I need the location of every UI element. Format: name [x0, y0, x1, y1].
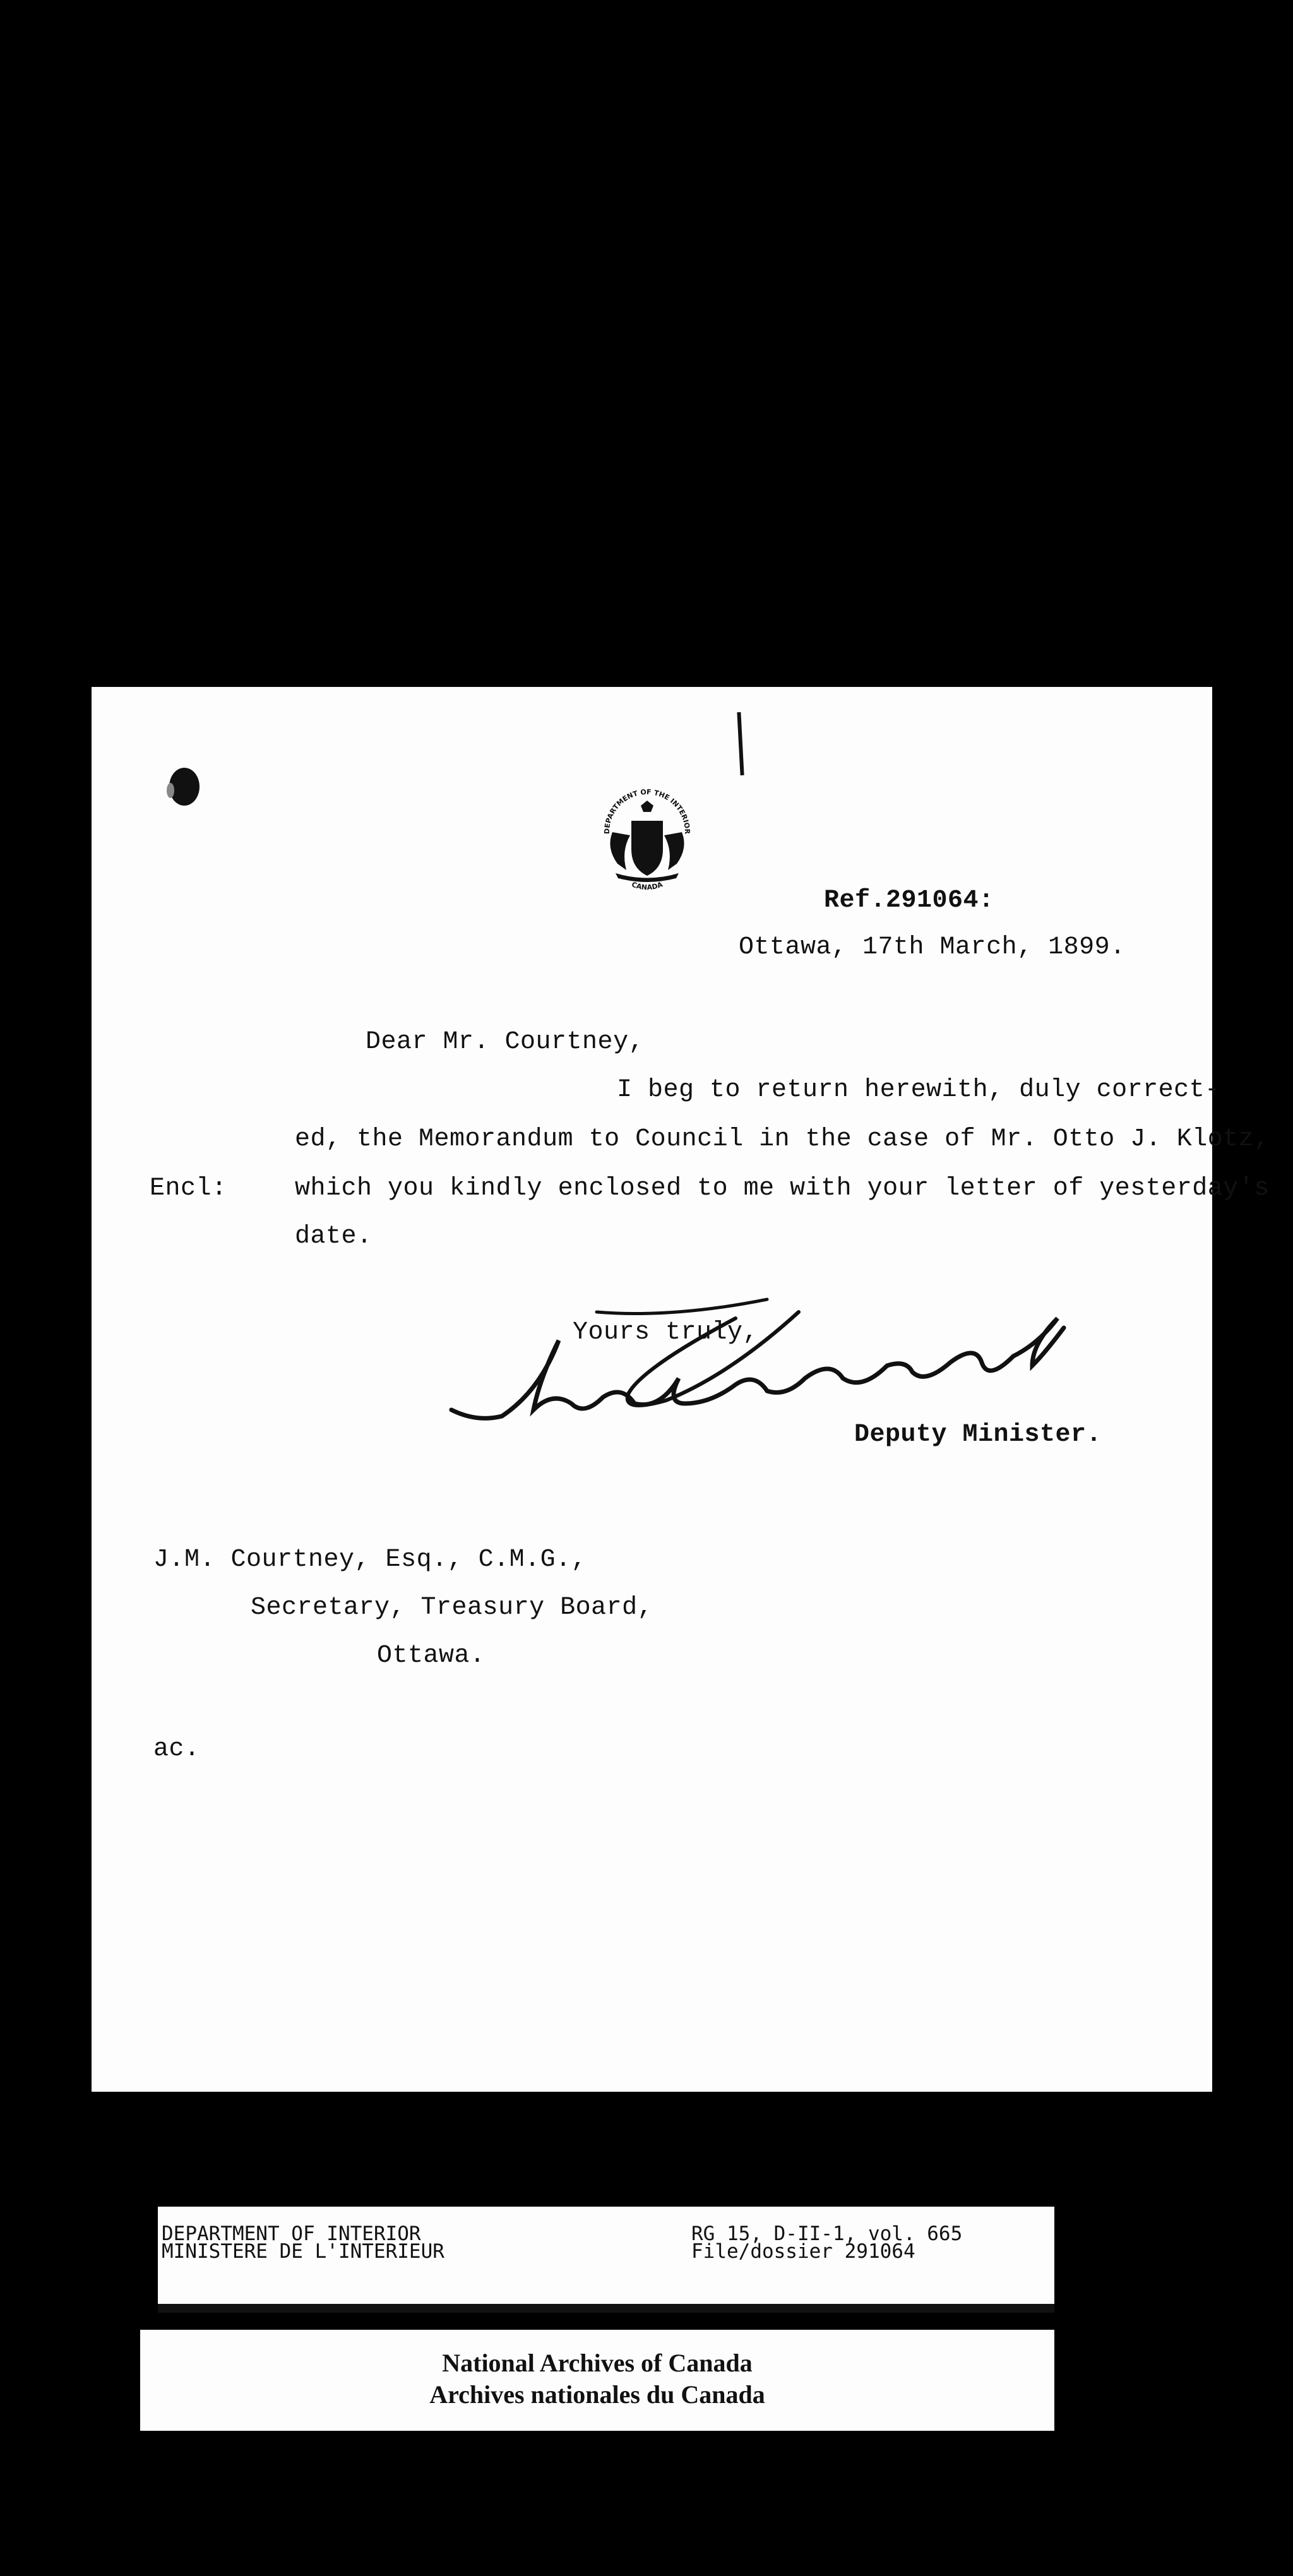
department-seal: [597, 782, 698, 895]
salutation: Dear Mr. Courtney,: [366, 1028, 645, 1056]
place-date: Ottawa, 17th March, 1899.: [739, 933, 1126, 962]
archive-reference-label: [158, 2207, 1054, 2313]
closing: Yours truly,: [573, 1318, 759, 1347]
addressee-line-2: Secretary, Treasury Board,: [251, 1594, 653, 1622]
body-line-4: date.: [295, 1222, 372, 1251]
dept-name-en: DEPARTMENT OF INTERIOR: [162, 2222, 421, 2245]
archive-name-en: National Archives of Canada: [442, 2349, 753, 2377]
record-group-ref: RG 15, D-II-1, vol. 665: [691, 2222, 963, 2245]
file-number: File/dossier 291064: [691, 2240, 915, 2263]
reference-number: Ref.291064:: [824, 886, 994, 915]
enclosure-note: Encl:: [150, 1174, 227, 1203]
archive-name-fr: Archives nationales du Canada: [429, 2380, 765, 2409]
margin-pen-mark: [737, 712, 744, 775]
handwritten-signature: [439, 1293, 1260, 1451]
body-line-2: ed, the Memorandum to Council in the case of Mr. Otto J. Klotz,: [295, 1125, 1270, 1154]
addressee-line-1: J.M. Courtney, Esq., C.M.G.,: [153, 1546, 587, 1574]
body-line-1: I beg to return herewith, duly correct-: [617, 1076, 1220, 1104]
svg-text:DEPARTMENT OF THE INTERIOR: DEPARTMENT OF THE INTERIOR: [602, 787, 692, 835]
label-divider: [158, 2304, 1054, 2313]
typist-initials: ac.: [153, 1735, 200, 1763]
svg-text:CANADA: CANADA: [630, 880, 664, 892]
addressee-line-3: Ottawa.: [377, 1642, 486, 1670]
signer-title: Deputy Minister.: [854, 1421, 1102, 1449]
punch-hole-mark: [164, 764, 202, 808]
body-line-3: which you kindly enclosed to me with your letter of yesterday's: [295, 1174, 1270, 1203]
letter-page: [92, 687, 1270, 2092]
archive-footer: [140, 2330, 1054, 2431]
dept-name-fr: MINISTERE DE L'INTERIEUR: [162, 2240, 444, 2263]
